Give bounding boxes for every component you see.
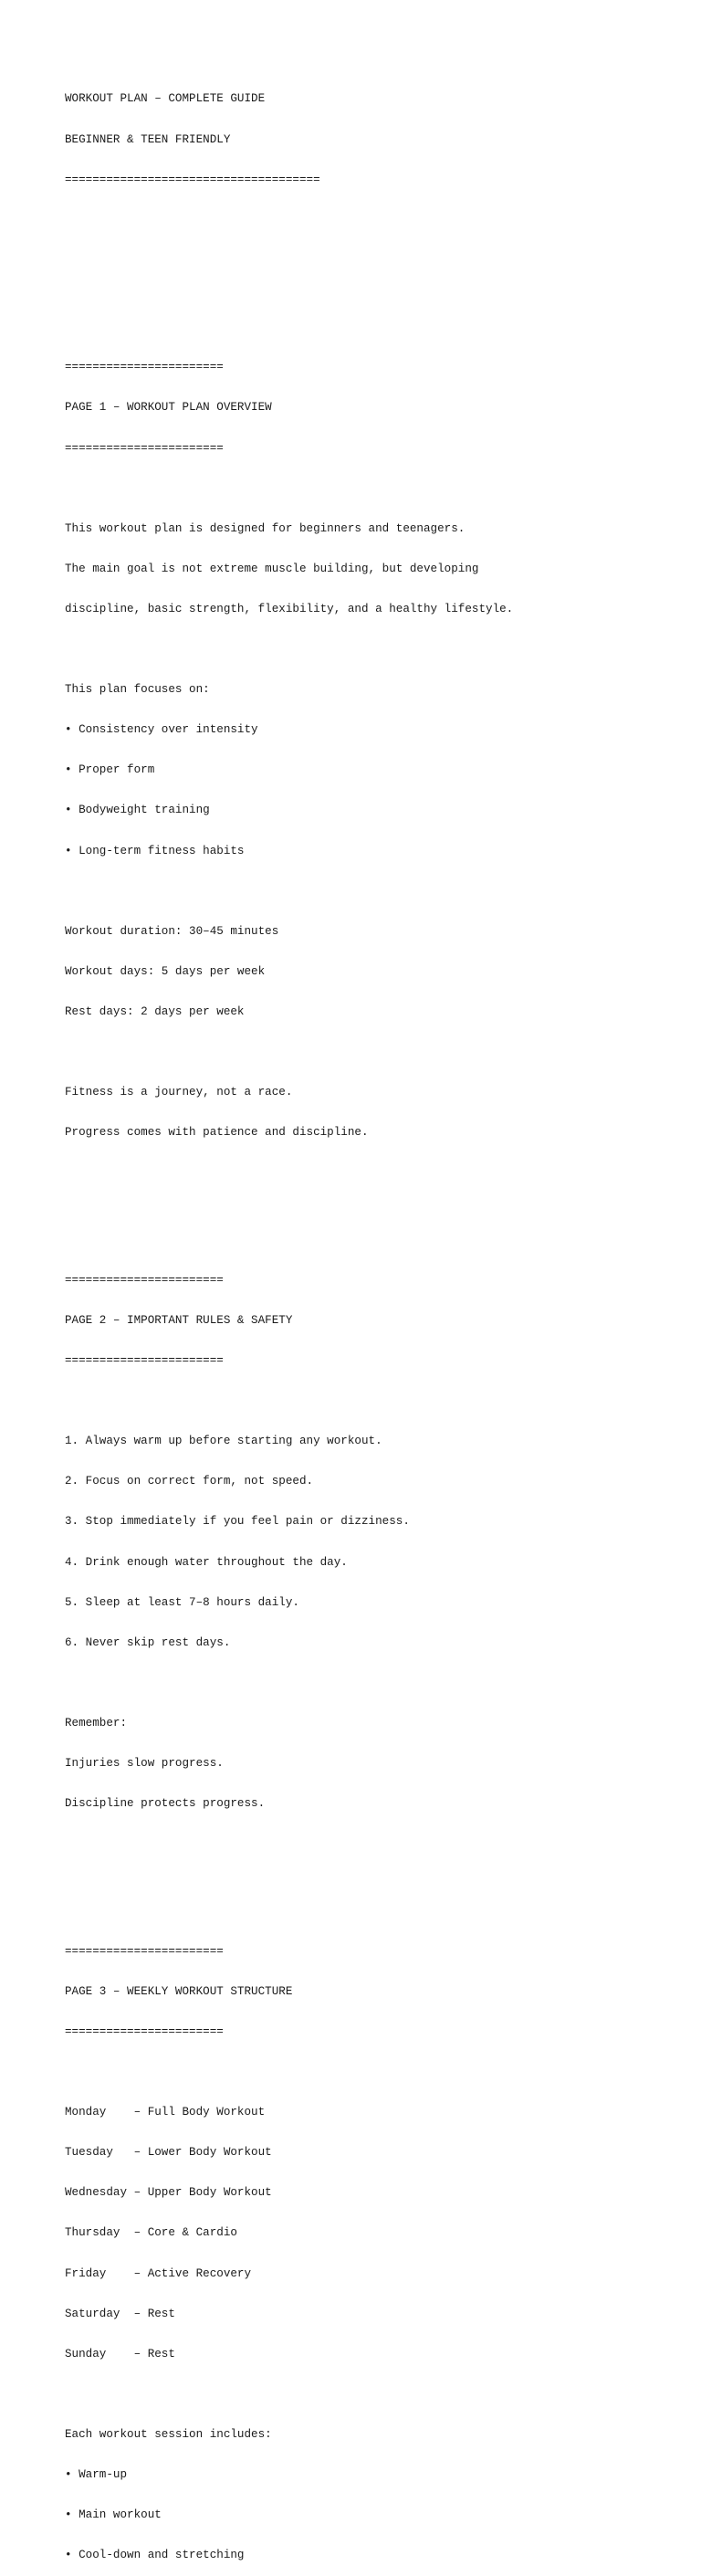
section-divider-bottom: =======================	[65, 441, 224, 455]
document-subtitle: BEGINNER & TEEN FRIENDLY	[65, 132, 231, 146]
bullet-item: • Long-term fitness habits	[65, 844, 245, 857]
schedule-row: Monday – Full Body Workout	[65, 2106, 266, 2119]
bullet-item: • Bodyweight training	[65, 804, 210, 817]
header-divider: =====================================	[65, 173, 320, 186]
spacer	[65, 1166, 685, 1180]
body-line: Workout duration: 30–45 minutes	[65, 924, 279, 938]
spacer	[65, 1677, 685, 1690]
body-line: Rest days: 2 days per week	[65, 1004, 245, 1018]
section-divider-bottom: =======================	[65, 2024, 224, 2038]
section-heading: PAGE 2 – IMPORTANT RULES & SAFETY	[65, 1313, 293, 1327]
body-line: Injuries slow progress.	[65, 1756, 224, 1770]
body-line: The main goal is not extreme muscle building, but developing	[65, 562, 479, 575]
spacer	[65, 1837, 685, 1851]
body-line: This plan focuses on:	[65, 683, 210, 697]
spacer	[65, 482, 685, 496]
section-divider-top: =======================	[65, 361, 224, 374]
rule-item: 1. Always warm up before starting any workout.	[65, 1435, 382, 1448]
document-page	[65, 66, 685, 2576]
schedule-row: Sunday – Rest	[65, 2347, 175, 2360]
spacer	[65, 885, 685, 899]
section-divider-top: =======================	[65, 1273, 224, 1287]
body-line: Discipline protects progress.	[65, 1797, 266, 1811]
rule-item: 5. Sleep at least 7–8 hours daily.	[65, 1595, 299, 1609]
spacer	[65, 2388, 685, 2402]
body-line: Progress comes with patience and discipline.	[65, 1126, 369, 1140]
spacer	[65, 1394, 685, 1408]
bullet-item: • Consistency over intensity	[65, 723, 258, 737]
section-divider-bottom: =======================	[65, 1354, 224, 1368]
section-heading: PAGE 3 – WEEKLY WORKOUT STRUCTURE	[65, 1984, 293, 1998]
rule-item: 4. Drink enough water throughout the day.	[65, 1555, 348, 1569]
bullet-item: • Main workout	[65, 2508, 162, 2522]
bullet-item: • Proper form	[65, 763, 155, 777]
rule-item: 2. Focus on correct form, not speed.	[65, 1475, 314, 1488]
body-line: Each workout session includes:	[65, 2427, 272, 2441]
schedule-row: Wednesday – Upper Body Workout	[65, 2186, 272, 2200]
body-line: Workout days: 5 days per week	[65, 964, 266, 978]
body-line: discipline, basic strength, flexibility, and a healthy lifestyle.	[65, 602, 514, 615]
document-title: WORKOUT PLAN – COMPLETE GUIDE	[65, 92, 266, 106]
section-heading: PAGE 1 – WORKOUT PLAN OVERVIEW	[65, 401, 272, 415]
spacer	[65, 2066, 685, 2079]
bullet-item: • Cool-down and stretching	[65, 2549, 245, 2562]
schedule-row: Tuesday – Lower Body Workout	[65, 2146, 272, 2160]
schedule-row: Friday – Active Recovery	[65, 2266, 252, 2280]
body-line: Remember:	[65, 1716, 128, 1730]
bullet-item: • Warm-up	[65, 2467, 128, 2481]
rule-item: 6. Never skip rest days.	[65, 1635, 231, 1649]
spacer	[65, 254, 685, 268]
spacer	[65, 1046, 685, 1059]
rule-item: 3. Stop immediately if you feel pain or dizziness.	[65, 1515, 410, 1529]
body-line: This workout plan is designed for beginners and teenagers.	[65, 521, 466, 535]
spacer	[65, 1206, 685, 1220]
spacer	[65, 294, 685, 308]
section-divider-top: =======================	[65, 1944, 224, 1958]
body-line: Fitness is a journey, not a race.	[65, 1086, 293, 1099]
spacer	[65, 1877, 685, 1891]
spacer	[65, 214, 685, 227]
schedule-row: Thursday – Core & Cardio	[65, 2226, 237, 2240]
spacer	[65, 643, 685, 657]
schedule-row: Saturday – Rest	[65, 2307, 175, 2320]
